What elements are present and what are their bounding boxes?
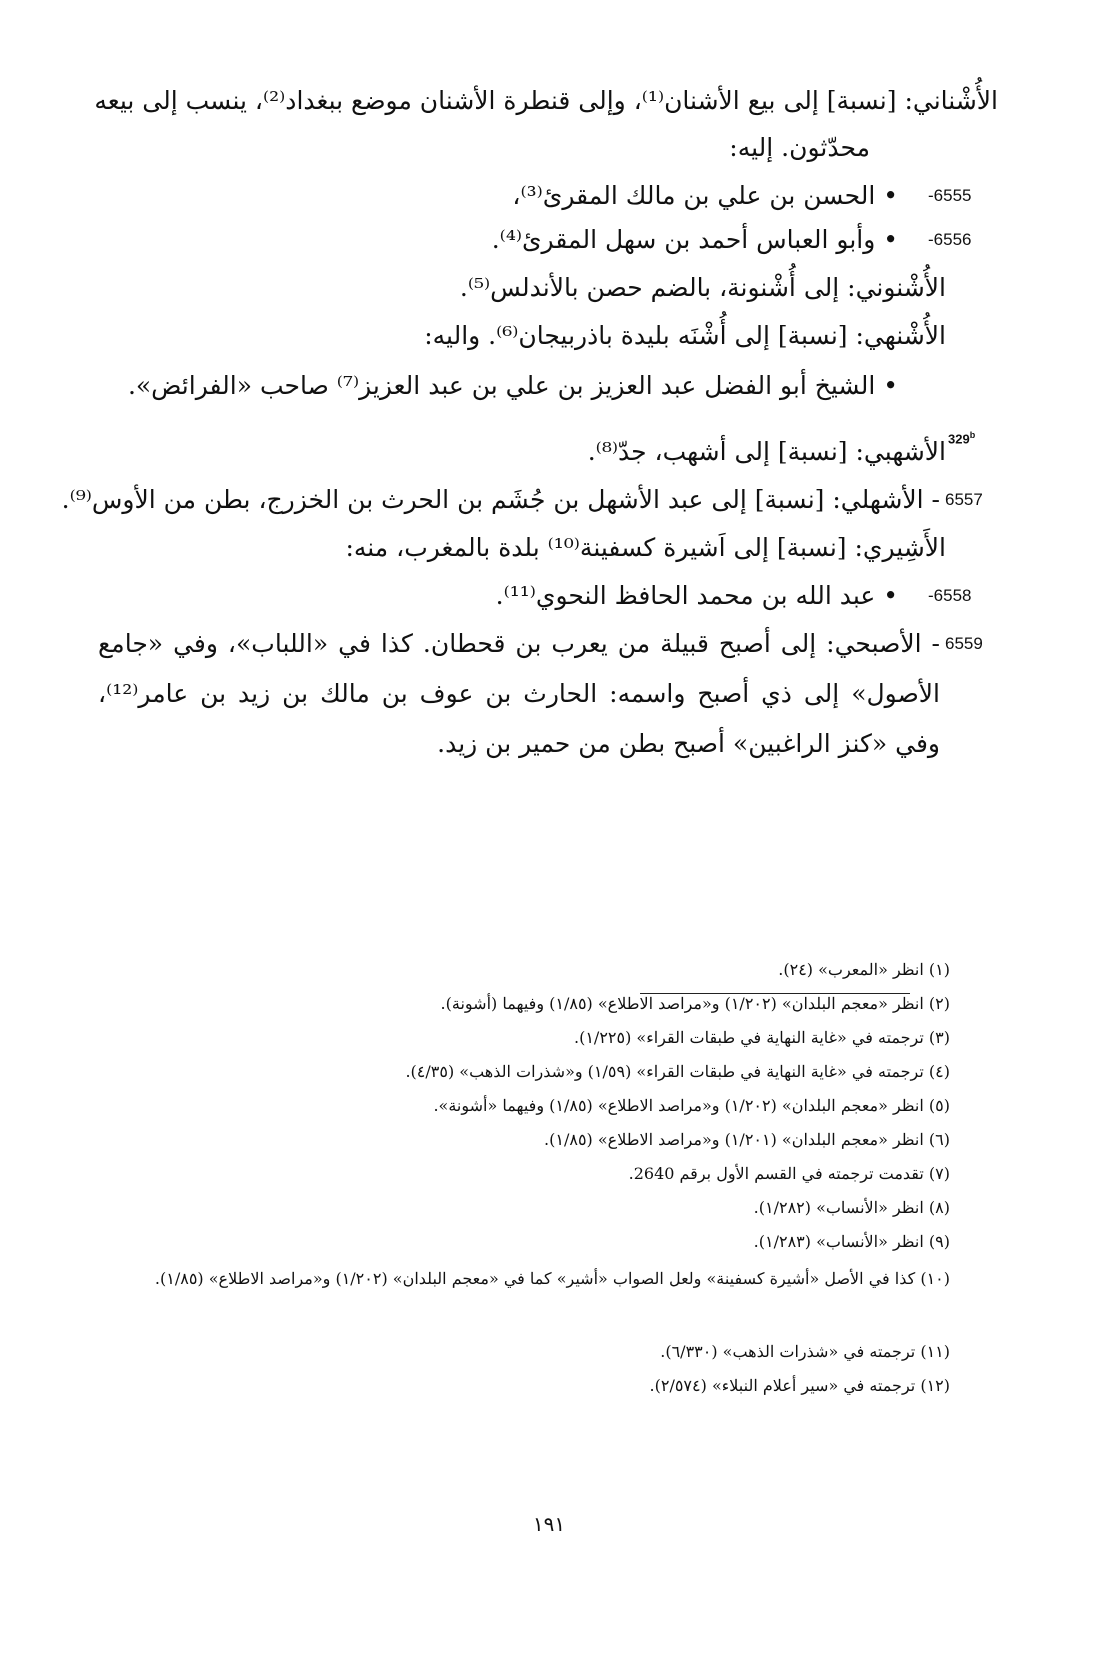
para-ashnani-line1: الأُشْناني: [نسبة] إلى بيع الأشنان⁽¹⁾، وإلى قنطرة الأشنان موضع ببغداد⁽²⁾، ينسب إلى بيعه: [94, 86, 998, 115]
footnote-6: (٦) انظر «معجم البلدان» (١/٢٠١) و«مراصد الاطلاع» (١/٨٥).: [544, 1130, 950, 1149]
footnote-5: (٥) انظر «معجم البلدان» (١/٢٠٢) و«مراصد الاطلاع» (١/٨٥) وفيهما «أشونة».: [433, 1096, 950, 1115]
footnote-3: (٣) ترجمته في «غاية النهاية في طبقات القراء» (١/٢٢٥).: [574, 1028, 950, 1047]
margin-folio-mark: 329$^b$: [948, 430, 976, 447]
entry-number-6558: -6558: [928, 586, 972, 605]
footnote-4: (٤) ترجمته في «غاية النهاية في طبقات القراء» (١/٥٩) و«شذرات الذهب» (٤/٣٥).: [405, 1062, 950, 1081]
entry-text-6555: • الحسن بن علي بن مالك المقرئ⁽³⁾،: [512, 181, 898, 210]
footnote-2: (٢) انظر «معجم البلدان» (١/٢٠٢) و«مراصد الاطلاع» (١/٨٥) وفيهما (أشونة).: [440, 994, 950, 1013]
para-ashnuni: الأُشْنوني: إلى أُشْنونة، بالضم حصن بالأندلس⁽⁵⁾.: [459, 273, 946, 302]
footnote-8: (٨) انظر «الأنساب» (١/٢٨٢).: [753, 1198, 950, 1217]
entry-number-6555: -6555: [928, 186, 972, 205]
sheikh-line: • الشيخ أبو الفضل عبد العزيز بن علي بن عبد العزيز⁽⁷⁾ صاحب «الفرائض».: [127, 371, 898, 400]
para-ashhabi: الأشهبي: [نسبة] إلى أشهب، جدّ⁽⁸⁾.: [587, 437, 946, 466]
footnote-7: (٧) تقدمت ترجمته في القسم الأول برقم 2640.: [628, 1164, 950, 1183]
entry-number-6557: 6557: [945, 490, 983, 509]
entry-text-6558: • عبد الله بن محمد الحافظ النحوي⁽¹¹⁾.: [495, 581, 898, 610]
entry-number-6556: -6556: [928, 230, 972, 249]
footnote-1: (١) انظر «المعرب» (٢٤).: [778, 960, 950, 979]
footnote-12: (١٢) ترجمته في «سير أعلام النبلاء» (٢/٥٧٤).: [649, 1376, 950, 1395]
entry-text-6556: • وأبو العباس أحمد بن سهل المقرئ⁽⁴⁾.: [491, 225, 898, 254]
footnote-9: (٩) انظر «الأنساب» (١/٢٨٣).: [753, 1232, 950, 1251]
entry-text-6557: - الأشهلي: [نسبة] إلى عبد الأشهل بن جُشَم بن الحرث بن الخزرج، بطن من الأوس⁽⁹⁾.: [61, 485, 940, 514]
para-ashnani-line2: محدّثون. إليه:: [729, 133, 870, 162]
footnote-11: (١١) ترجمته في «شذرات الذهب» (٦/٣٣٠).: [660, 1342, 950, 1361]
page-number: ١٩١: [532, 1512, 566, 1536]
para-ashiri: الأَشِيري: [نسبة] إلى اَشيرة كسفينة⁽¹⁰⁾ بلدة بالمغرب، منه:: [345, 533, 946, 562]
para-ashnahi: الأُشْنهي: [نسبة] إلى أُشْنَه بليدة باذربيجان⁽⁶⁾. واليه:: [424, 321, 946, 350]
footnote-10: (١٠) كذا في الأصل «أشيرة كسفينة» ولعل الصواب «أشير» كما في «معجم البلدان» (١/٢٠٢) و«مراصد الاطلاع» (١/٨٥).: [154, 1269, 950, 1288]
entry-text-6559: - الأصبحي: إلى أصبح قبيلة من يعرب بن قحطان. كذا في «اللباب»، وفي «جامع الأصول» إلى ذي أصبح واسمه: الحارث بن عوف بن مالك بن زيد بن عامر⁽¹²⁾، وفي «كنز الراغبين» أصبح بطن من حمير بن زيد.: [98, 629, 940, 758]
entry-number-6559: 6559: [945, 634, 983, 653]
